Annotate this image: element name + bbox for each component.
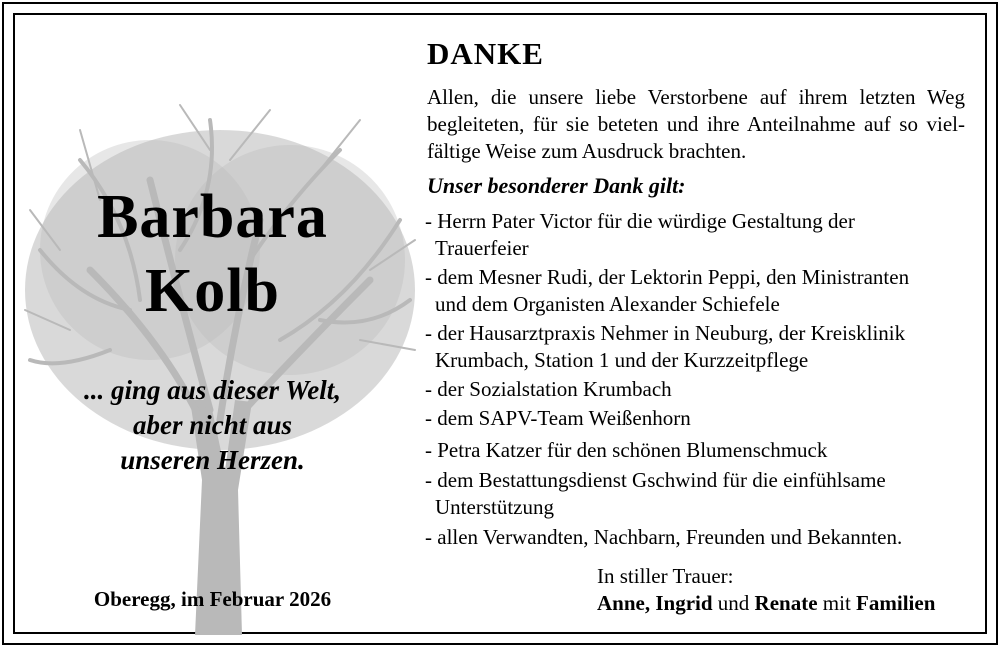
thanks-item-line-1: - der Hausarztpraxis Nehmer in Neuburg, der Kreisklinik [425,321,906,345]
mourner-name-2: Ingrid [655,591,713,615]
thanks-item-line-1: - Petra Katzer für den schönen Blumenschmuck [425,438,828,462]
thanks-item [425,437,827,464]
thanks-item-line-1: - dem Mesner Rudi, der Lektorin Peppi, den Ministranten [425,265,910,289]
mourner-name-4: Familien [856,591,936,615]
thanks-item [425,524,902,551]
memorial-quote-line-3: unseren Herzen. [120,445,305,475]
closing-signature [597,563,935,617]
place-date: Oberegg, im Februar 2026 [93,587,332,611]
thanks-item-line-2: Krumbach, Station 1 und der Kurzzeitpflege [435,348,809,372]
preposition-with: mit [822,591,851,615]
heading-danke: DANKE [427,36,544,71]
thanks-item [425,376,672,403]
thanks-item [425,208,855,262]
thanks-item-line-1: - Herrn Pater Victor für die würdige Gestaltung der [425,209,855,233]
thanks-item-line-2: und dem Organisten Alexander Schiefele [435,292,780,316]
memorial-quote-line-2: aber nicht aus [132,410,293,440]
memorial-quote-line-1: ... ging aus dieser Welt, [83,375,342,405]
closing-line: In stiller Trauer: [597,564,734,588]
thanks-item-line-1: - dem SAPV-Team Weißenhorn [425,406,691,430]
deceased-first-name: Barbara [97,183,328,251]
intro-line-2: begleiteten, für sie beteten und ihre Anteilnahme auf so viel- [427,112,965,136]
mourner-name-3: Renate [754,591,818,615]
mourners-names [597,590,935,617]
thanks-subheading: Unser besonderer Dank gilt: [427,173,686,198]
thanks-item [425,405,691,432]
thanks-item-line-2: Unterstützung [435,495,554,519]
thanks-item-line-1: - dem Bestattungsdienst Gschwind für die einfühlsame [425,468,886,492]
thanks-item [425,320,905,374]
mourner-name-1: Anne, [597,591,651,615]
intro-text [427,84,965,165]
thanks-item [425,467,886,521]
thanks-item-line-2: Trauerfeier [435,236,529,260]
deceased-last-name: Kolb [145,257,280,325]
intro-line-1: Allen, die unsere liebe Verstorbene auf ihrem letzten Weg [427,85,965,109]
tree-image [20,100,420,635]
thanks-item-line-1: - allen Verwandten, Nachbarn, Freunden und Bekannten. [425,525,903,549]
thanks-item [425,264,909,318]
thanks-item-line-1: - der Sozialstation Krumbach [425,377,672,401]
conjunction-and: und [717,591,750,615]
intro-line-3: fältige Weise zum Ausdruck brachten. [427,139,747,163]
